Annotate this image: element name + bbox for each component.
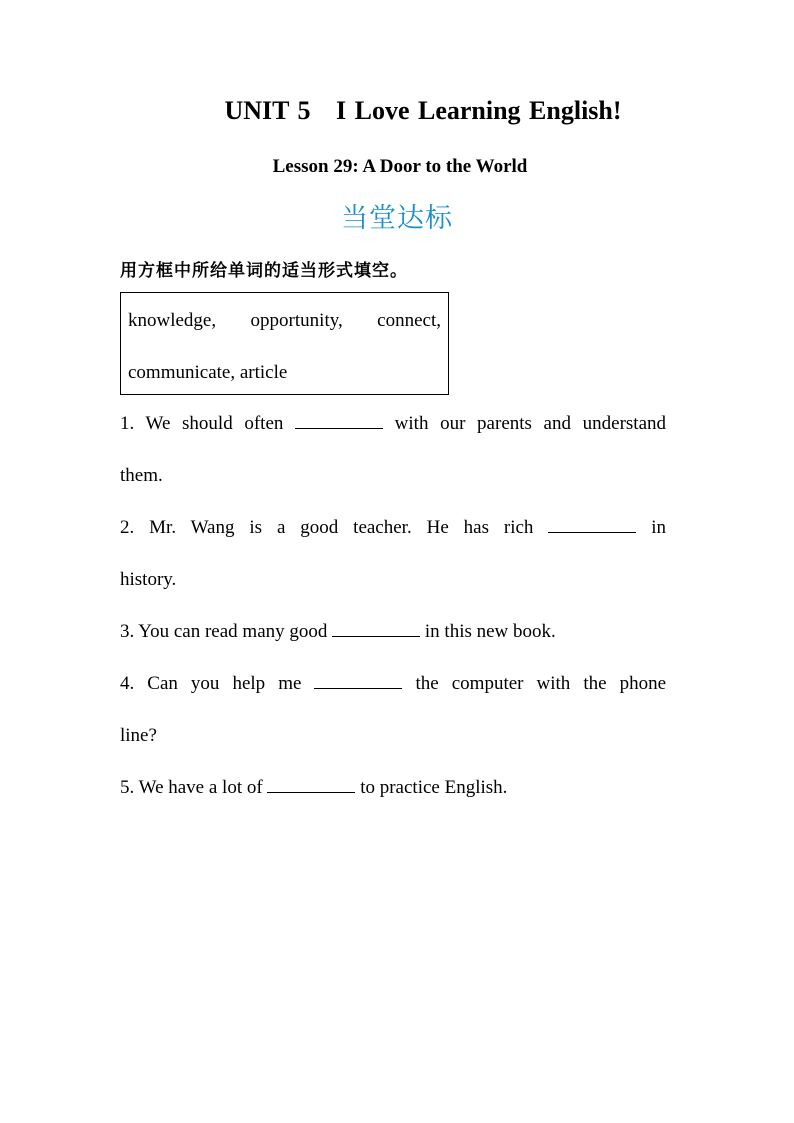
question-5: [120, 762, 666, 814]
question-4: [120, 658, 666, 762]
word-box-line-1: knowledge, opportunity, connect,: [128, 310, 441, 331]
question-3-text-before: 3. You can read many good: [120, 621, 333, 642]
question-4-text-before: 4. Can you help me: [120, 673, 315, 694]
exercise-instruction: 用方框中所给单词的适当形式填空。: [120, 261, 408, 281]
lesson-title: Lesson 29: A Door to the World: [272, 156, 528, 177]
answer-blank-4[interactable]: [314, 670, 402, 689]
question-3-line-1: [120, 606, 666, 658]
question-4-line-1: [120, 658, 666, 710]
question-1-text-before: 1. We should often: [120, 413, 296, 434]
answer-blank-2[interactable]: [548, 514, 636, 533]
question-2-line-1: [120, 502, 666, 554]
word-box: [120, 292, 449, 395]
question-2: [120, 502, 666, 606]
question-2-line-2: history.: [120, 569, 177, 590]
question-4-line-2: line?: [120, 725, 157, 746]
question-2-text-after: in: [636, 517, 667, 538]
question-1-line-1: [120, 398, 666, 450]
question-5-line-1: [120, 762, 666, 814]
question-5-text-before: 5. We have a lot of: [120, 777, 268, 798]
answer-blank-3[interactable]: [332, 618, 420, 637]
answer-blank-1[interactable]: [295, 410, 383, 429]
question-1: [120, 398, 666, 502]
question-3: [120, 606, 666, 658]
answer-blank-5[interactable]: [267, 774, 355, 793]
question-5-text-after: to practice English.: [355, 777, 508, 798]
word-box-line-2: communicate, article: [128, 362, 288, 383]
question-3-text-after: in this new book.: [420, 621, 556, 642]
section-title: 当堂达标: [341, 203, 453, 234]
question-2-text-before: 2. Mr. Wang is a good teacher. He has rich: [120, 517, 549, 538]
unit-title: UNIT 5 I Love Learning English!: [224, 96, 622, 125]
question-4-text-after: the computer with the phone: [402, 673, 667, 694]
question-1-line-2: them.: [120, 465, 163, 486]
question-1-text-after: with our parents and understand: [383, 413, 666, 434]
